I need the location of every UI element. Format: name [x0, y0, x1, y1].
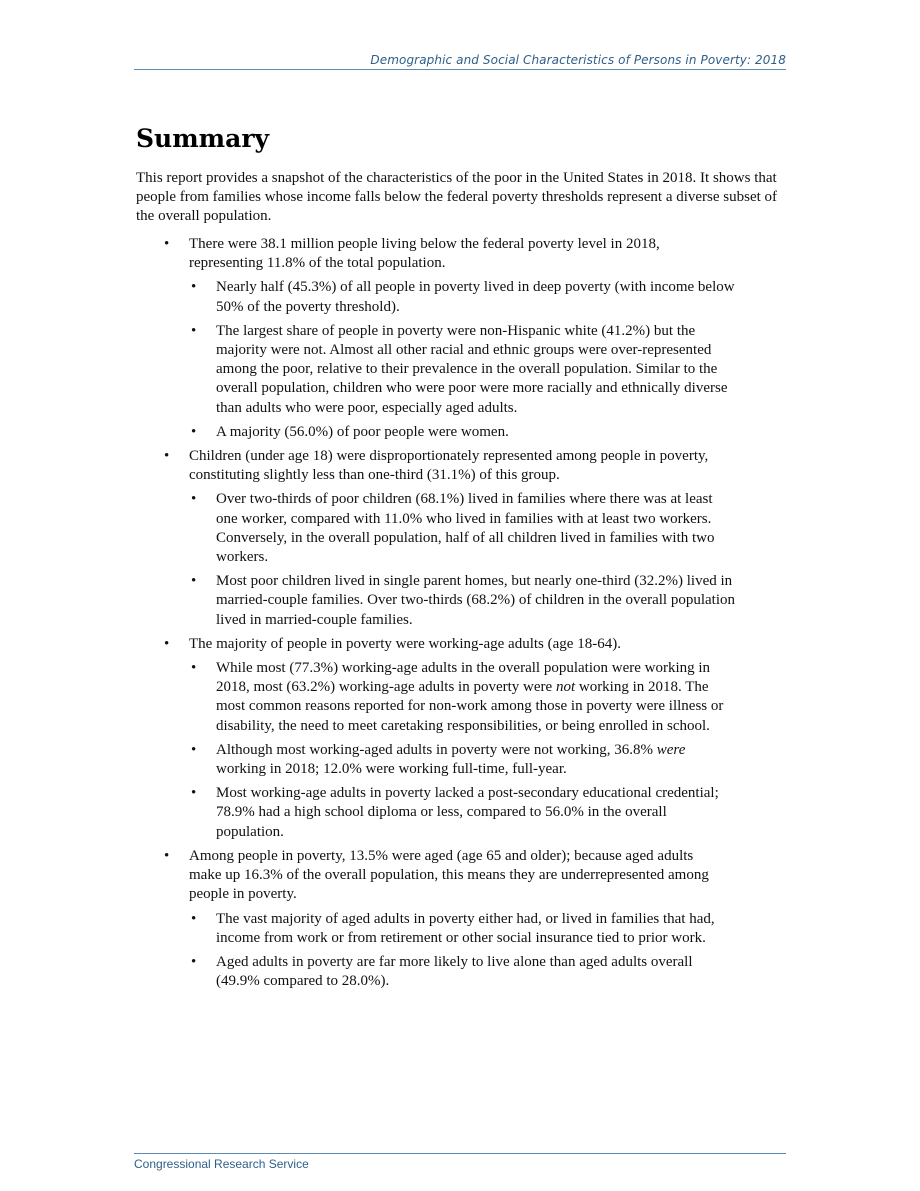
sub-bullet-text: working in 2018. The most common reasons reported for non-work among those in poverty were illness or disability, the need to meet caretaking responsibilities, or being enrolled in school. [216, 679, 724, 734]
emphasis-text: were [656, 741, 686, 758]
sub-bullet: • The vast majority of aged adults in poverty either had, or lived in families that had, income from work or from retirement or other social insurance tied to prior work. [216, 910, 736, 948]
bullet-children [189, 447, 736, 630]
sub-bullet-list [189, 278, 735, 442]
sub-bullet: • Nearly half (45.3%) of all people in poverty lived in deep poverty (with income below 50% of the poverty threshold). [216, 278, 736, 316]
bullet-working-age [189, 635, 729, 842]
bullet-text: Children (under age 18) were disproportionately represented among people in poverty, constituting slightly less than one-third (31.1%) of this group. [189, 448, 709, 484]
sub-bullet [216, 659, 736, 736]
sub-bullet [216, 741, 736, 779]
summary-bullet-list [0, 235, 736, 996]
page-title: Summary [136, 124, 270, 153]
running-header: Demographic and Social Characteristics of Persons in Poverty: 2018 [134, 53, 786, 70]
bullet-text: There were 38.1 million people living below the federal poverty level in 2018, representing 11.8% of the total population. [189, 236, 660, 272]
intro-paragraph: This report provides a snapshot of the characteristics of the poor in the United States in 2018. It shows that people from families whose income falls below the federal poverty thresholds represent a diverse subset of the overall population. [136, 170, 778, 225]
sub-bullet-text: working in 2018; 12.0% were working full-time, full-year. [216, 761, 567, 778]
sub-bullet-list [189, 490, 736, 629]
sub-bullet: • Over two-thirds of poor children (68.1%) lived in families where there was at least one worker, compared with 11.0% who lived in families with at least two workers. Conversely, in the overall population, half of all children lived in families with two workers. [216, 490, 736, 567]
sub-bullet-text: Although most working-aged adults in poverty were not working, 36.8% [216, 741, 657, 758]
sub-bullet: • Most poor children lived in single parent homes, but nearly one-third (32.2%) lived in married-couple families. Over two-thirds (68.2%) of children in the overall population lived in married-couple families. [216, 572, 736, 630]
sub-bullet: • Most working-age adults in poverty lacked a post-secondary educational credential; 78.9% had a high school diploma or less, compared to 56.0% in the overall population. [216, 784, 736, 842]
page-footer: Congressional Research Service [134, 1153, 786, 1171]
bullet-text: The majority of people in poverty were working-age adults (age 18-64). [189, 635, 621, 652]
sub-bullet-list [189, 659, 729, 842]
sub-bullet-text: While most (77.3%) working-age adults in the overall population were working in 2018, most (63.2%) working-age adults in poverty were [216, 660, 711, 696]
sub-bullet: • Aged adults in poverty are far more likely to live alone than aged adults overall (49.9% compared to 28.0%). [216, 953, 736, 991]
bullet-aged [189, 847, 729, 991]
sub-bullet: • A majority (56.0%) of poor people were women. [216, 423, 736, 442]
sub-bullet-list [189, 910, 729, 992]
bullet-text: Among people in poverty, 13.5% were aged (age 65 and older); because aged adults make up 16.3% of the overall population, this means they are underrepresented among people in poverty. [189, 847, 709, 903]
bullet-poverty-total [189, 235, 735, 442]
emphasis-text: not [555, 679, 576, 696]
sub-bullet: • The largest share of people in poverty were non-Hispanic white (41.2%) but the majority were not. Almost all other racial and ethnic groups were over-represented among the poor, relative to their prevalence in the overall population. Similar to the overall population, children who were poor were more racially and ethnically diverse than adults who were poor, especially aged adults. [216, 322, 736, 418]
